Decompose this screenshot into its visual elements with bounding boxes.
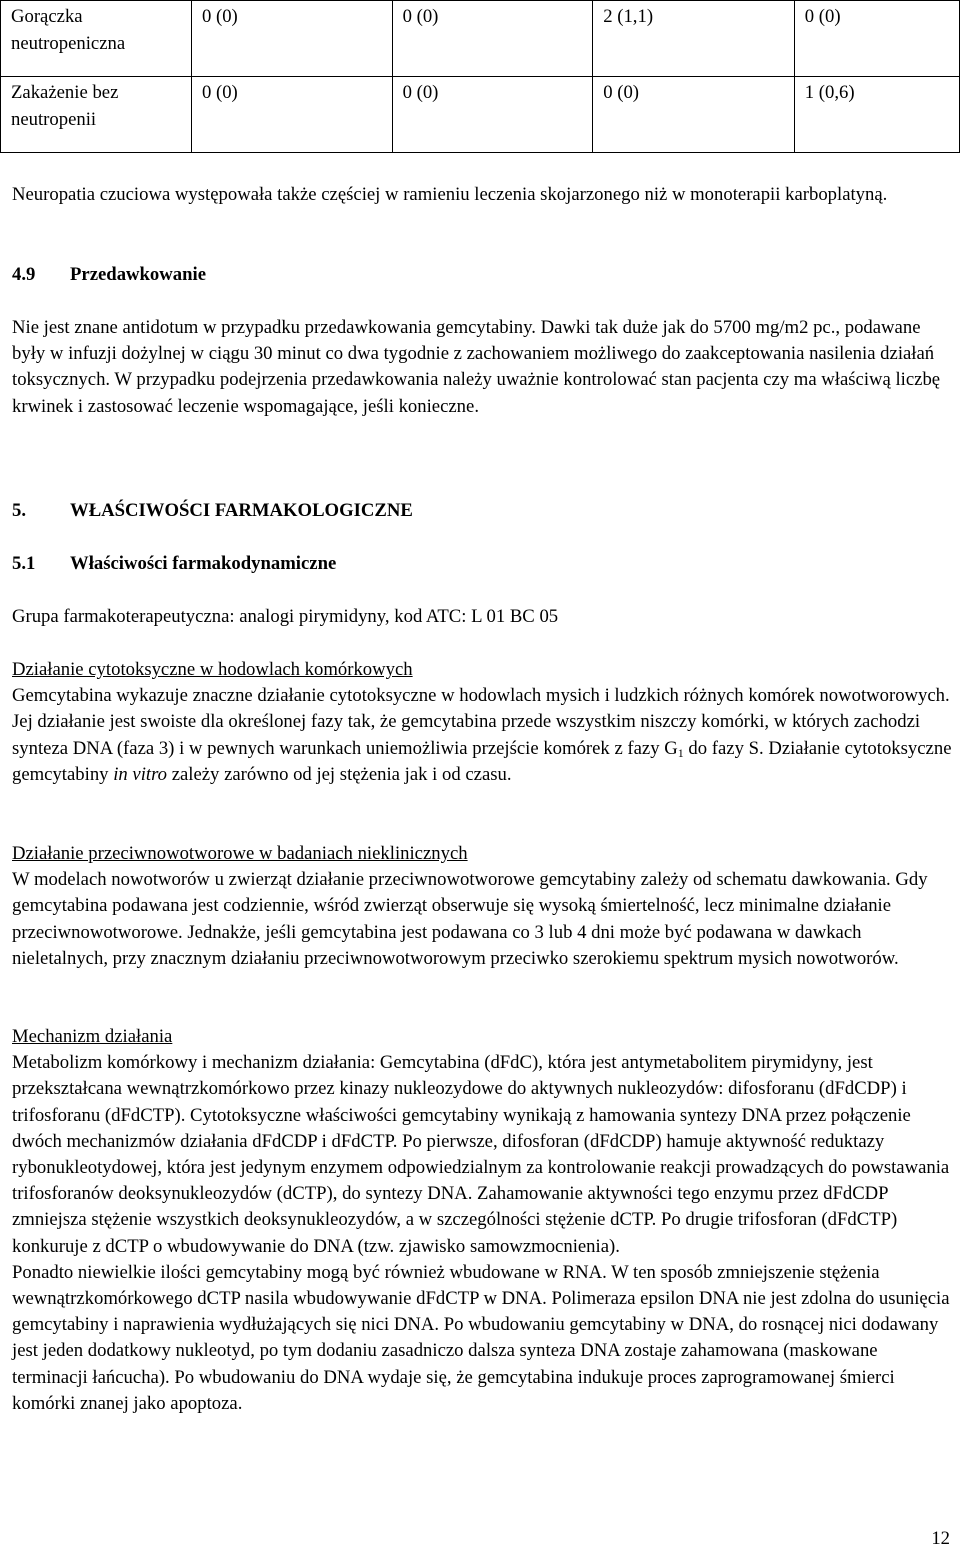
section-5-heading [12,498,952,524]
antitumor-section [12,841,952,972]
subscript: 1 [677,745,684,760]
section-number: 4.9 [12,264,36,285]
section-5-1-heading [12,551,952,577]
section-title: WŁAŚCIWOŚCI FARMAKOLOGICZNE [70,500,413,521]
section-4-9-heading [12,262,952,288]
row-label: Zakażenie bez neutropenii [1,77,192,153]
text-run: Gemcytabina wykazuje znaczne działanie cytotoksyczne w hodowlach mysich i ludzkich różnych komórek nowotworowych. Jej działanie jest swoiste dla określonej fazy tak, że gemcytabina przede wszystkim niszczy komórki, w których zachodzi synteza DNA (faza 3) i w pewnych warunkach uniemożliwia przejście komórek z fazy G [12,685,950,759]
mechanism-heading: Mechanizm działania [12,1026,173,1047]
row-label: Gorączka neutropeniczna [1,1,192,77]
page-number: 12 [931,1528,950,1549]
antitumor-heading: Działanie przeciwnowotworowe w badaniach nieklinicznych [12,843,468,864]
mechanism-paragraph-1: Metabolizm komórkowy i mechanizm działania: Gemcytabina (dFdC), która jest antymetabolitem pirymidyny, jest przekształcana wewnątrzkomórkowo przez kinazy nukleozydowe do aktywnych nukleozydów: difosforanu (dFdCDP) i trifosforanu (dFdCTP). Cytotoksyczne właściwości gemcytabiny wynikają z hamowania syntezy DNA przez połączenie dwóch mechanizmów działania dFdCDP i dFdCTP. Po pierwsze, difosforan (dFdCDP) hamuje aktywność reduktazy rybonukleotydowej, która jest jedynym enzymem odpowiedzialnym za kontrolowanie reakcji prowadzących do powstawania trifosforanów deoksynukleozydów (dCTP), do syntezy DNA. Zahamowanie aktywności tego enzymu przez dFdCDP zmniejsza stężenie wszystkich deoksynukleozydów, a w szczególności stężenie dCTP. Po drugie trifosforan (dFdCTP) konkuruje z dCTP o wbudowywanie do DNA (tzw. zjawisko samowzmocnienia). [12,1052,950,1257]
section-number: 5.1 [12,553,36,574]
antitumor-paragraph: W modelach nowotworów u zwierząt działanie przeciwnowotworowe gemcytabiny zależy od schematu dawkowania. Gdy gemcytabina podawana jest codziennie, wśród zwierząt obserwuje się wysoką śmiertelność, lecz minimalne działanie przeciwnowotworowe. Jednakże, jeśli gemcytabina jest podawana co 3 lub 4 dni może być podawana w dawkach nieletalnych, przy znacznym działaniu przeciwnowotworowym przeciwko szerokiemu spektrum mysich nowotworów. [12,869,928,969]
italic-term: in vitro [113,763,168,785]
table-row [1,1,960,77]
table-cell: 0 (0) [392,1,593,77]
section-title: Przedawkowanie [70,264,206,285]
adverse-events-table [0,0,960,153]
text-run: zależy zarówno od jej stężenia jak i od czasu. [167,763,512,785]
table-cell: 1 (0,6) [794,77,959,153]
table-cell: 0 (0) [392,77,593,153]
mechanism-paragraph-2: Ponadto niewielkie ilości gemcytabiny mogą być również wbudowane w RNA. W ten sposób zmniejszenie stężenia wewnątrzkomórkowego dCTP nasila wbudowywanie dFdCTP w DNA. Polimeraza epsilon DNA nie jest zdolna do usunięcia gemcytabiny i naprawienia wydłużających się nici DNA. Po wbudowaniu gemcytabiny w DNA, do rosnącej nici dodawany jest jeden dodatkowy nukleotyd, po tym dodaniu zasadniczo dalsza synteza DNA zostaje zahamowana (maskowane terminacji łańcucha). Po wbudowaniu do DNA wydaje się, że gemcytabina indukuje proces zaprogramowanej śmierci komórki znanej jako apoptoza. [12,1261,950,1414]
pharmacotherapeutic-group: Grupa farmakoterapeutyczna: analogi pirymidyny, kod ATC: L 01 BC 05 [12,606,559,627]
table-cell: 0 (0) [191,1,392,77]
text-run: do fazy S. Działanie cytotoksyczne gemcytabiny [12,737,952,785]
table-row [1,77,960,153]
section-number: 5. [12,500,27,521]
mechanism-section [12,1024,952,1417]
table-cell: 0 (0) [593,77,795,153]
cytotoxic-paragraph [12,683,952,788]
cytotoxic-section [12,657,952,788]
table-cell: 0 (0) [794,1,959,77]
table-cell: 2 (1,1) [593,1,795,77]
section-title: Właściwości farmakodynamiczne [70,553,337,574]
cytotoxic-heading: Działanie cytotoksyczne w hodowlach komórkowych [12,659,413,680]
neuropathy-paragraph: Neuropatia czuciowa występowała także częściej w ramieniu leczenia skojarzonego niż w monoterapii karboplatyną. [12,184,888,205]
table-cell: 0 (0) [191,77,392,153]
overdose-paragraph: Nie jest znane antidotum w przypadku przedawkowania gemcytabiny. Dawki tak duże jak do 5700 mg/m2 pc., podawane były w infuzji dożylnej w ciągu 30 minut co dwa tygodnie z zachowaniem możliwego do zaakceptowania nasilenia działań toksycznych. W przypadku podejrzenia przedawkowania należy uważnie kontrolować stan pacjenta czy ma właściwą liczbę krwinek i zastosować leczenie wspomagające, jeśli konieczne. [12,317,941,417]
